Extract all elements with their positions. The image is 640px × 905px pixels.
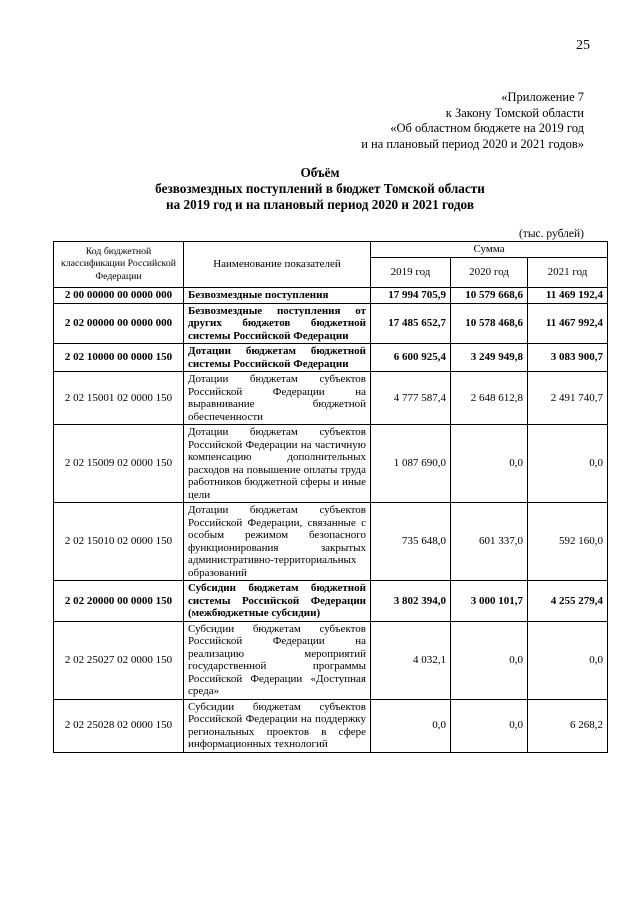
budget-code-cell: 2 02 15001 02 0000 150 [54, 372, 184, 425]
budget-code-cell: 2 00 00000 00 0000 000 [54, 288, 184, 304]
header-name: Наименование показателей [184, 242, 371, 288]
appendix-reference [0, 90, 584, 152]
amount-2019-cell: 3 802 394,0 [371, 581, 451, 622]
appendix-line: «Об областном бюджете на 2019 год [390, 121, 584, 135]
title-line: Объём [300, 165, 340, 180]
units-note: (тыс. рублей) [518, 228, 584, 240]
amount-2021-cell: 2 491 740,7 [528, 372, 608, 425]
amount-2021-cell: 592 160,0 [528, 503, 608, 581]
header-sum: Сумма [371, 242, 608, 258]
amount-2019-cell: 4 032,1 [371, 621, 451, 699]
title-line: безвозмездных поступлений в бюджет Томской области [155, 181, 485, 196]
indicator-name-cell: Дотации бюджетам бюджетной системы Российской Федерации [184, 344, 371, 372]
budget-code-cell: 2 02 00000 00 0000 000 [54, 303, 184, 344]
amount-2019-cell: 1 087 690,0 [371, 425, 451, 503]
amount-2021-cell: 4 255 279,4 [528, 581, 608, 622]
page-number: 25 [576, 38, 590, 53]
amount-2021-cell: 0,0 [528, 621, 608, 699]
amount-2020-cell: 601 337,0 [451, 503, 528, 581]
indicator-name-cell: Дотации бюджетам субъектов Российской Федерации на выравнивание бюджетной обеспеченности [184, 372, 371, 425]
indicator-name-cell: Безвозмездные поступления от других бюджетов бюджетной системы Российской Федерации [184, 303, 371, 344]
budget-code-cell: 2 02 25028 02 0000 150 [54, 699, 184, 752]
budget-code-cell: 2 02 25027 02 0000 150 [54, 621, 184, 699]
amount-2019-cell: 17 994 705,9 [371, 288, 451, 304]
indicator-name-cell: Дотации бюджетам субъектов Российской Федерации на частичную компенсацию дополнительных расходов на повышение оплаты труда работников бюджетной сферы и иные цели [184, 425, 371, 503]
budget-code-cell: 2 02 15010 02 0000 150 [54, 503, 184, 581]
table-row [54, 581, 608, 622]
header-year-2021: 2021 год [528, 258, 608, 288]
amount-2020-cell: 2 648 612,8 [451, 372, 528, 425]
amount-2019-cell: 735 648,0 [371, 503, 451, 581]
table-row [54, 425, 608, 503]
table-row [54, 303, 608, 344]
appendix-line: «Приложение 7 [501, 90, 584, 104]
header-year-2019: 2019 год [371, 258, 451, 288]
budget-code-cell: 2 02 20000 00 0000 150 [54, 581, 184, 622]
table-row [54, 699, 608, 752]
document-title [0, 165, 640, 213]
appendix-line: к Закону Томской области [445, 105, 584, 120]
indicator-name-cell: Субсидии бюджетам бюджетной системы Российской Федерации (межбюджетные субсидии) [184, 581, 371, 622]
amount-2019-cell: 17 485 652,7 [371, 303, 451, 344]
amount-2021-cell: 6 268,2 [528, 699, 608, 752]
amount-2021-cell: 0,0 [528, 425, 608, 503]
table-row [54, 503, 608, 581]
amount-2020-cell: 3 000 101,7 [451, 581, 528, 622]
amount-2020-cell: 0,0 [451, 699, 528, 752]
header-code: Код бюджетной классификации Российской Федерации [54, 242, 184, 288]
table-body [54, 288, 608, 753]
budget-revenue-table [53, 241, 608, 753]
appendix-line: и на плановый период 2020 и 2021 годов» [361, 136, 584, 151]
title-line: на 2019 год и на плановый период 2020 и 2021 годов [166, 197, 474, 212]
amount-2019-cell: 6 600 925,4 [371, 344, 451, 372]
indicator-name-cell: Субсидии бюджетам субъектов Российской Федерации на реализацию мероприятий государственной программы Российской Федерации «Доступная среда» [184, 621, 371, 699]
header-year-2020: 2020 год [451, 258, 528, 288]
amount-2020-cell: 10 579 668,6 [451, 288, 528, 304]
table-row [54, 372, 608, 425]
amount-2019-cell: 4 777 587,4 [371, 372, 451, 425]
table-row [54, 344, 608, 372]
amount-2019-cell: 0,0 [371, 699, 451, 752]
table-row [54, 621, 608, 699]
budget-code-cell: 2 02 15009 02 0000 150 [54, 425, 184, 503]
indicator-name-cell: Дотации бюджетам субъектов Российской Федерации, связанные с особым режимом безопасного функционирования закрытых административно-территориальных образований [184, 503, 371, 581]
amount-2020-cell: 10 578 468,6 [451, 303, 528, 344]
amount-2020-cell: 3 249 949,8 [451, 344, 528, 372]
table-header-row [54, 242, 608, 258]
amount-2021-cell: 11 467 992,4 [528, 303, 608, 344]
table-row [54, 288, 608, 304]
indicator-name-cell: Субсидии бюджетам субъектов Российской Федерации на поддержку региональных проектов в сфере информационных технологий [184, 699, 371, 752]
indicator-name-cell: Безвозмездные поступления [184, 288, 371, 304]
amount-2021-cell: 11 469 192,4 [528, 288, 608, 304]
amount-2021-cell: 3 083 900,7 [528, 344, 608, 372]
amount-2020-cell: 0,0 [451, 621, 528, 699]
amount-2020-cell: 0,0 [451, 425, 528, 503]
budget-code-cell: 2 02 10000 00 0000 150 [54, 344, 184, 372]
